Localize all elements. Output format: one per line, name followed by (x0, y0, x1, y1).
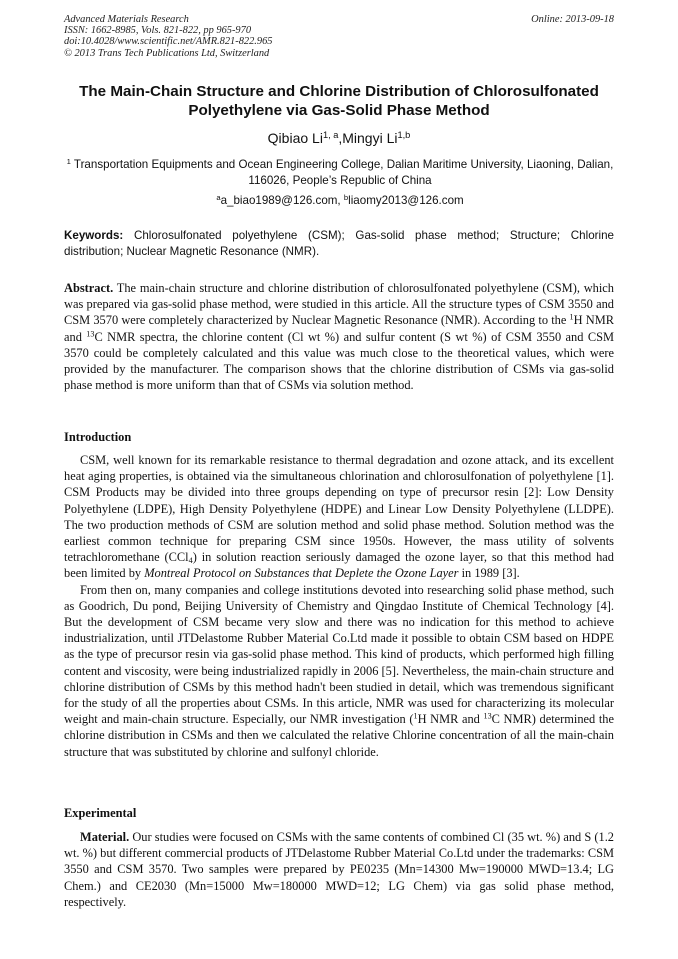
author-separator: , (338, 130, 343, 146)
author-2-affil: 1,b (397, 129, 411, 140)
online-date: Online: 2013-09-18 (531, 14, 614, 25)
material-label: Material. (80, 830, 130, 844)
author-1-affil: 1, a (322, 129, 339, 140)
abstract-text-1: The main-chain structure and chlorine distribution of chlorosulfonated polyethylene (CSM), which was prepared via gas-solid phase method, were studied in this article. All the structure types of CSM 3550 and CSM 3570 were completely characterized by Nuclear Magnetic Resonance (NMR). According to the (64, 281, 614, 328)
copyright-line: © 2013 Trans Tech Publications Ltd, Switzerland (64, 47, 270, 59)
abstract-sup-1: 1 (569, 312, 574, 322)
keywords-text: Chlorosulfonated polyethylene (CSM); Gas-solid phase method; Structure; Chlorine distribution; Nuclear Magnetic Resonance (NMR). (64, 229, 614, 258)
keywords-label: Keywords: (64, 229, 124, 242)
issn-line: ISSN: 1662-8985, Vols. 821-822, pp 965-970 (64, 25, 252, 37)
material-paragraph (64, 829, 614, 910)
email-a[interactable]: a_biao1989@126.com, (220, 194, 341, 207)
introduction-body (64, 452, 614, 760)
material-text: Our studies were focused on CSMs with the same contents of combined Cl (35 wt. %) and S (1.2 wt. %) but different commercial products of JTDelastome Rubber Material Co.Ltd under the trademarks: CSM 3550 and CSM 3570. Two samples were prepared by PE0235 (Mn=14300 Mw=190000 MWD=13.4; LG Chem.) and CE2030 (Mn=15000 Mw=180000 MWD=12; LG Chem) via gas solid phase method, respectively. (64, 830, 614, 909)
author-1: Qibiao Li (267, 130, 323, 146)
introduction-heading: Introduction (64, 430, 132, 444)
email-a-marker: a (216, 192, 221, 202)
intro-paragraph-1 (64, 452, 614, 582)
abstract-label: Abstract. (64, 281, 114, 295)
experimental-heading: Experimental (64, 806, 137, 820)
abstract (64, 280, 614, 393)
paper-title (40, 82, 638, 120)
journal-name: Advanced Materials Research (64, 14, 189, 25)
journal-meta (64, 14, 272, 59)
intro-p1-text-a: CSM, well known for its remarkable resistance to thermal degradation and ozone attack, and its excellent heat aging properties, is obtained via the simultaneous chlorination and chlorosulfonation of polyethylene [1]. CSM Products may be divided into three groups depending on type of precursor resin [2]: Low Density Polyethylene (LDPE), High Density Polyethylene (HDPE) and Linear Low Density Polyethylene (LLDPE). The two production methods of CSM are solution method and solid phase method. Solution method was the earliest common technique for preparing CSM since 1950s. However, the mass utility of solvents tetrachloromethane (CCl (64, 453, 614, 565)
intro-sup-1: 1 (413, 711, 418, 721)
email-b[interactable]: liaomy2013@126.com (348, 194, 464, 207)
affiliation-number: 1 (66, 156, 71, 166)
affiliation (64, 157, 616, 189)
author-2: Mingyi Li (342, 130, 398, 146)
intro-sup-13: 13 (483, 711, 492, 721)
intro-p1-text-b: ) in solution reaction seriously damaged the ozone layer, so that this method had been limited by (64, 550, 614, 581)
email-b-marker: b (343, 192, 349, 202)
affiliation-text: Transportation Equipments and Ocean Engineering College, Dalian Maritime University, Liaoning, Dalian, 116026, People’s Republic of China (73, 158, 614, 187)
intro-p2-text-b: H NMR and (417, 712, 480, 727)
montreal-protocol: Montreal Protocol on Substances that Deplete the Ozone Layer (144, 566, 459, 581)
doi-line: doi:10.4028/www.scientific.net/AMR.821-822.965 (64, 36, 273, 48)
title-line-1: The Main-Chain Structure and Chlorine Distribution of Chlorosulfonated (79, 83, 599, 100)
abstract-text-2: H NMR and (64, 313, 614, 344)
author-emails (64, 194, 616, 207)
author-list (40, 130, 638, 146)
title-line-2: Polyethylene via Gas-Solid Phase Method (188, 102, 490, 119)
abstract-text-3: C NMR spectra, the chlorine content (Cl wt %) and sulfur content (S wt %) of CSM 3550 and CSM 3570 could be completely calculated and this value was much close to the theoretical values, which were provided by the manufacturer. The comparison shows that the chlorine distribution of CSMs via gas-solid phase method is more uniform than that of CSMs via solution method. (64, 329, 614, 393)
intro-paragraph-2 (64, 582, 614, 760)
intro-p1-text-c: in 1989 [3]. (461, 566, 520, 581)
intro-p2-text-a: From then on, many companies and college institutions devoted into researching solid phase method, such as Goodrich, Du pond, Beijing University of Chemistry and Qingdao Institute of Chemical Technology [4]. But the development of CSM became very slow and there was no indication for this method to achieve industrialization, until JTDelastome Rubber Material Co.Ltd made it possible to obtain CSM based on HDPE as the type of precursor resin via gas-solid phase method. This kind of products, which performed high filling content and viscosity, were being industrialized rapidly in 2006 [5]. Nevertheless, the main-chain structure and chlorine distribution of CSMs by this method hadn't been studied in detail, which was tremendous significant for the study of all the properties about CSMs. In this article, NMR was used for characterizing its molecular weight and main-chain structure. Especially, our NMR investigation ( (64, 582, 614, 727)
ccl4-subscript: 4 (188, 556, 193, 566)
keywords (64, 228, 614, 260)
experimental-body (64, 829, 614, 910)
intro-p2-text-c: C NMR) determined the chlorine distribution in CSMs and then we calculated the relative Chlorine concentration of all the main-chain structure that was substituted by chlorine and sulfonyl chloride. (64, 712, 615, 759)
abstract-sup-13: 13 (86, 329, 95, 339)
